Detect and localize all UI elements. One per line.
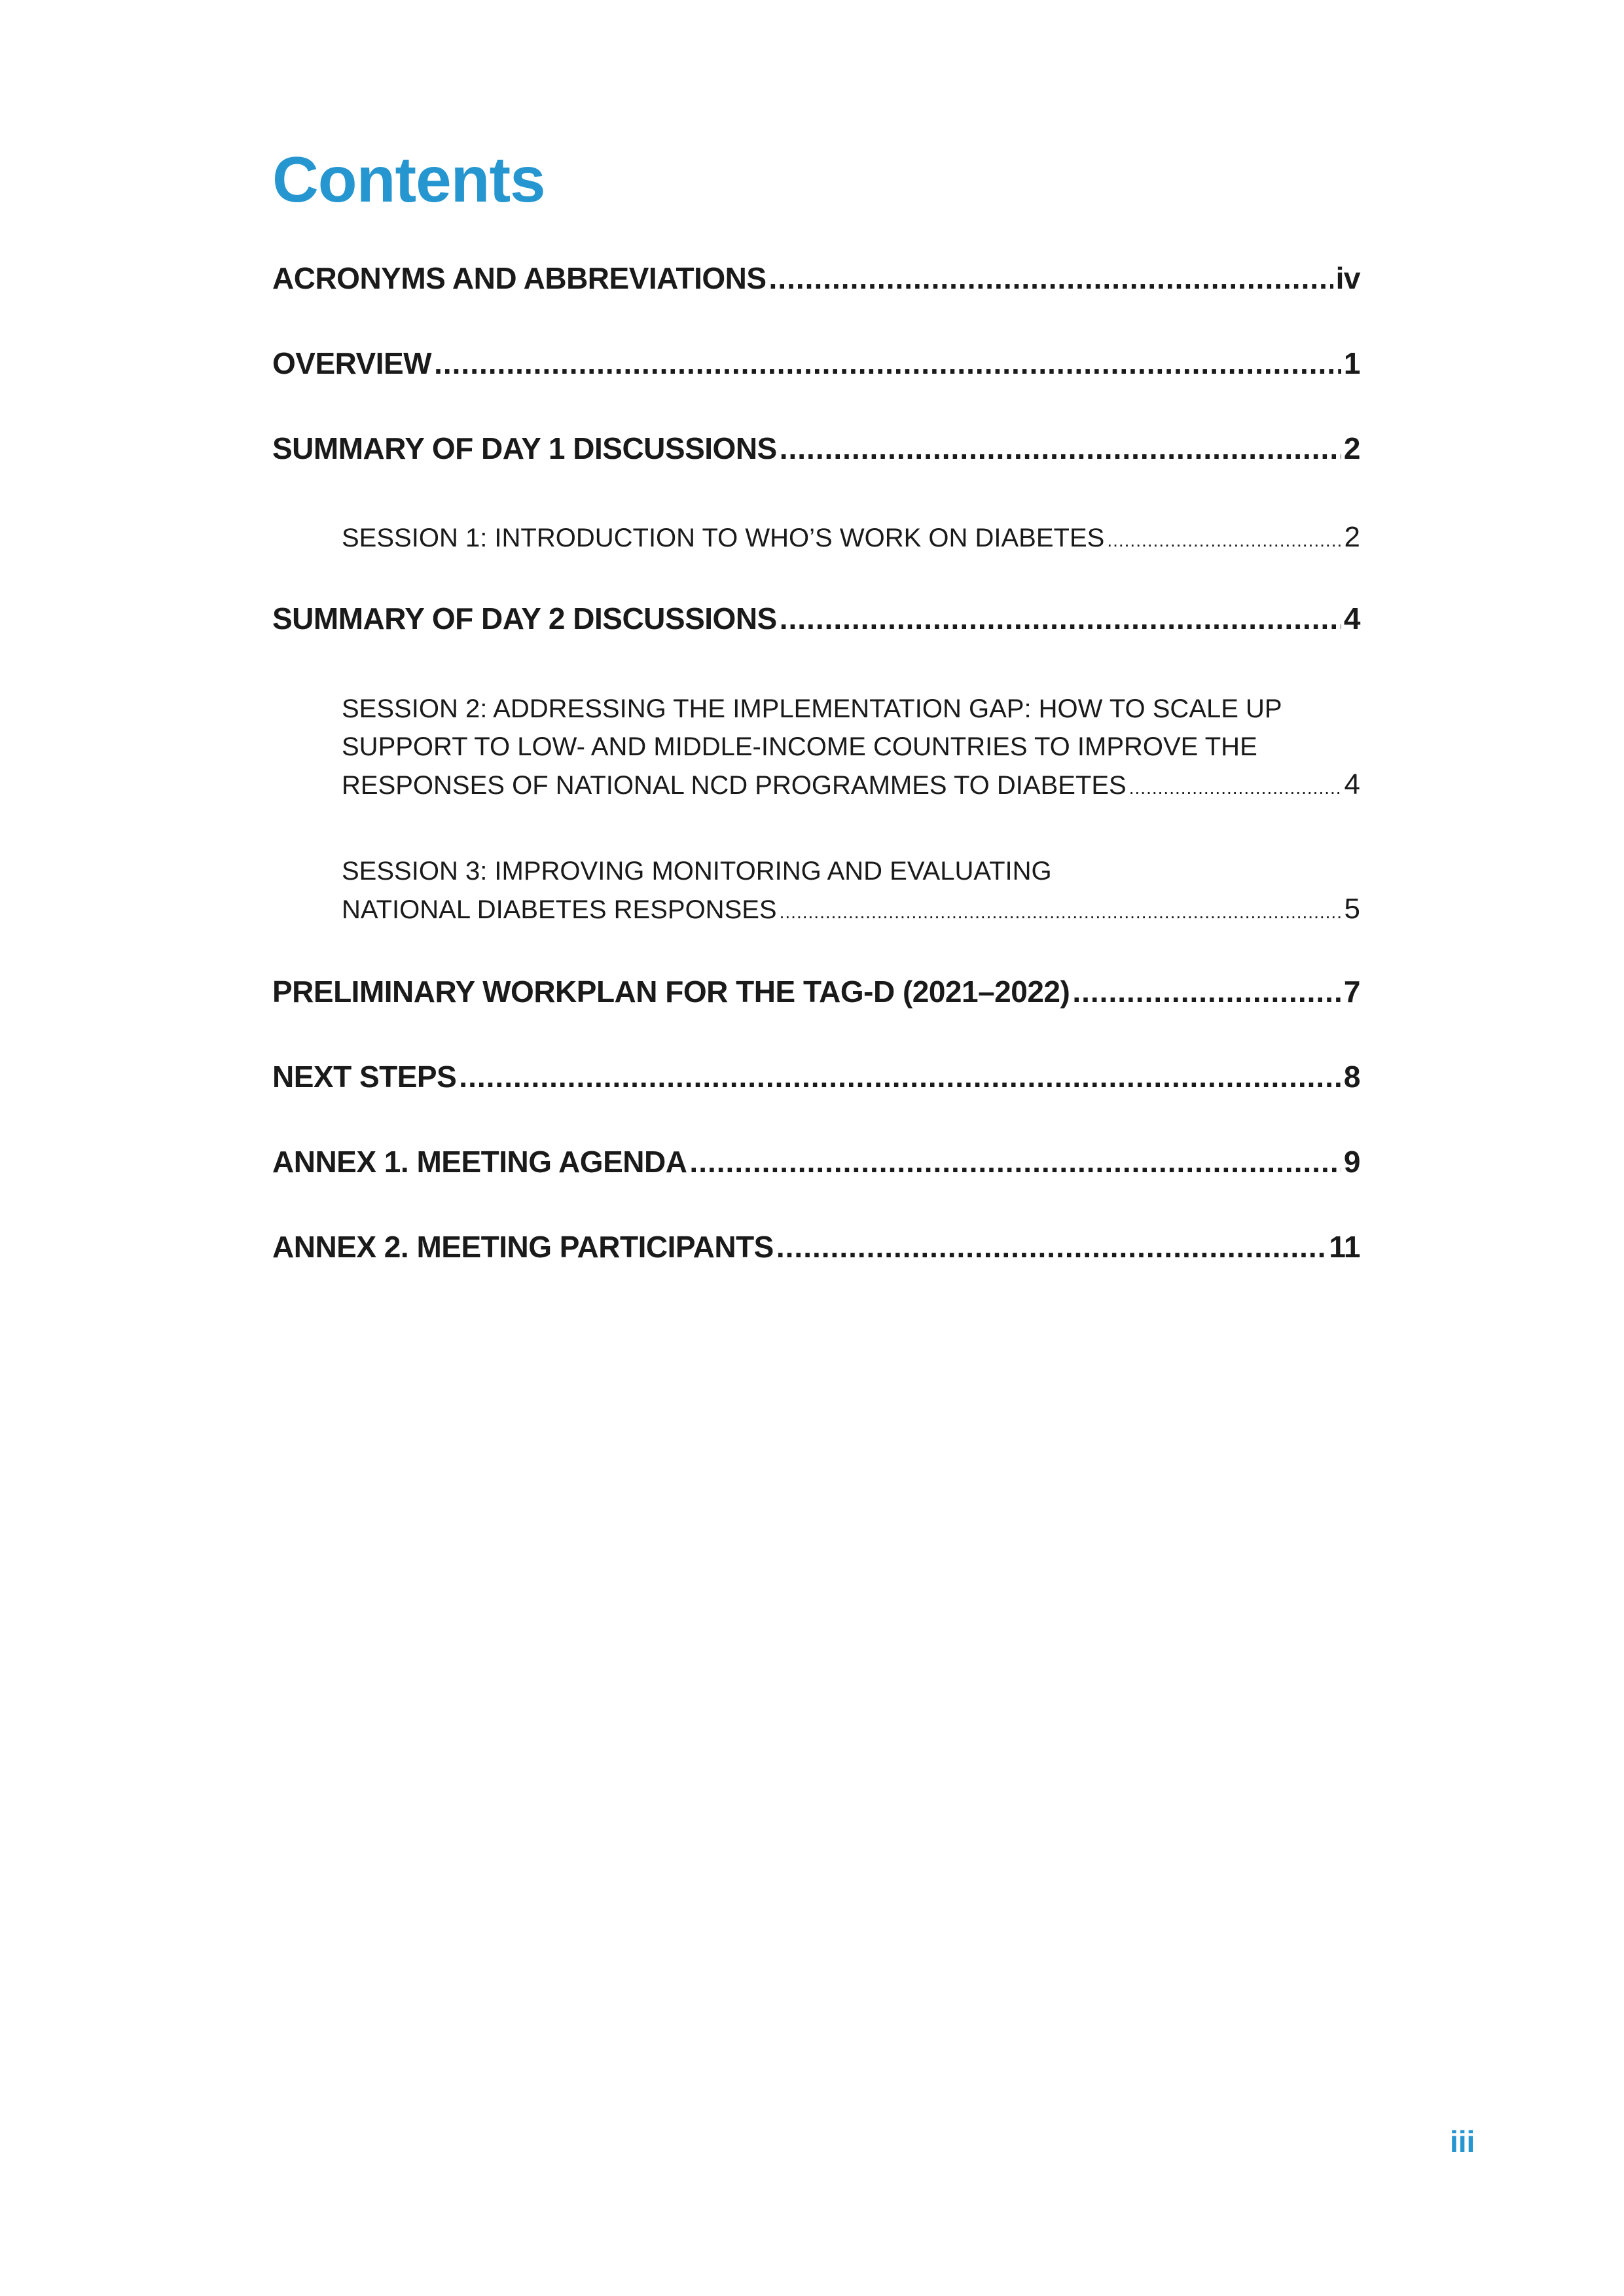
- toc-leader: [689, 1144, 1341, 1179]
- toc-label-line: RESPONSES OF NATIONAL NCD PROGRAMMES TO DIABETES: [342, 771, 1127, 800]
- toc-label: ACRONYMS AND ABBREVIATIONS: [272, 261, 767, 295]
- toc-entry-day2[interactable]: [272, 601, 1360, 636]
- toc-entry-annex1[interactable]: [272, 1144, 1360, 1179]
- toc-entry-session3[interactable]: [342, 852, 1360, 931]
- toc-leader: [780, 893, 1342, 931]
- toc-label: SUMMARY OF DAY 1 DISCUSSIONS: [272, 431, 777, 465]
- toc-page-number: 7: [1343, 975, 1360, 1009]
- toc-page-number: 4: [1344, 768, 1360, 800]
- toc-page-number: 4: [1343, 601, 1360, 636]
- toc-leader: [1072, 974, 1341, 1009]
- toc-entry-next-steps[interactable]: [272, 1059, 1360, 1094]
- toc-leader: [459, 1059, 1341, 1094]
- toc-entry-annex2[interactable]: [272, 1229, 1360, 1265]
- toc-label-line: SESSION 2: ADDRESSING THE IMPLEMENTATION GAP: HOW TO SCALE UP: [342, 694, 1282, 723]
- toc-page-number: 2: [1343, 431, 1360, 465]
- toc-leader: [1107, 522, 1341, 560]
- page-title: Contents: [272, 143, 545, 215]
- toc-entry-overview[interactable]: [272, 346, 1360, 381]
- toc-page-number: 9: [1343, 1145, 1360, 1179]
- toc-entry-acronyms[interactable]: [272, 260, 1360, 296]
- toc-entry-day1[interactable]: [272, 431, 1360, 466]
- toc-page-number: 5: [1344, 893, 1360, 925]
- toc-leader: [776, 1229, 1326, 1265]
- toc-label-line: SUPPORT TO LOW- AND MIDDLE-INCOME COUNTRIES TO IMPROVE THE: [342, 732, 1257, 761]
- toc-label: ANNEX 1. MEETING AGENDA: [272, 1145, 687, 1179]
- toc-leader: [780, 601, 1341, 636]
- toc-leader: [434, 346, 1341, 381]
- toc-entry-session2[interactable]: [342, 690, 1360, 807]
- toc-leader: [769, 260, 1333, 296]
- toc-page-number: 1: [1343, 346, 1360, 380]
- footer-page-number: iii: [1450, 2125, 1475, 2159]
- toc-label: ANNEX 2. MEETING PARTICIPANTS: [272, 1230, 774, 1264]
- toc-entry-workplan[interactable]: [272, 974, 1360, 1009]
- toc-leader: [780, 431, 1341, 466]
- toc-entry-session1[interactable]: [342, 518, 1360, 560]
- toc-page-number: 8: [1343, 1060, 1360, 1094]
- toc-label: SESSION 1: INTRODUCTION TO WHO’S WORK ON DIABETES: [342, 524, 1105, 552]
- toc-label: OVERVIEW: [272, 346, 432, 380]
- toc-label: NEXT STEPS: [272, 1060, 457, 1094]
- toc-label: PRELIMINARY WORKPLAN FOR THE TAG-D (2021–2022): [272, 975, 1070, 1009]
- toc-leader: [1129, 769, 1342, 807]
- toc-label-line: SESSION 3: IMPROVING MONITORING AND EVALUATING: [342, 857, 1052, 886]
- toc-page-number: iv: [1335, 261, 1360, 295]
- toc-label: SUMMARY OF DAY 2 DISCUSSIONS: [272, 601, 777, 636]
- toc-page-number: 2: [1344, 521, 1360, 553]
- toc-label-line: NATIONAL DIABETES RESPONSES: [342, 895, 777, 924]
- toc-page-number: 11: [1329, 1230, 1360, 1264]
